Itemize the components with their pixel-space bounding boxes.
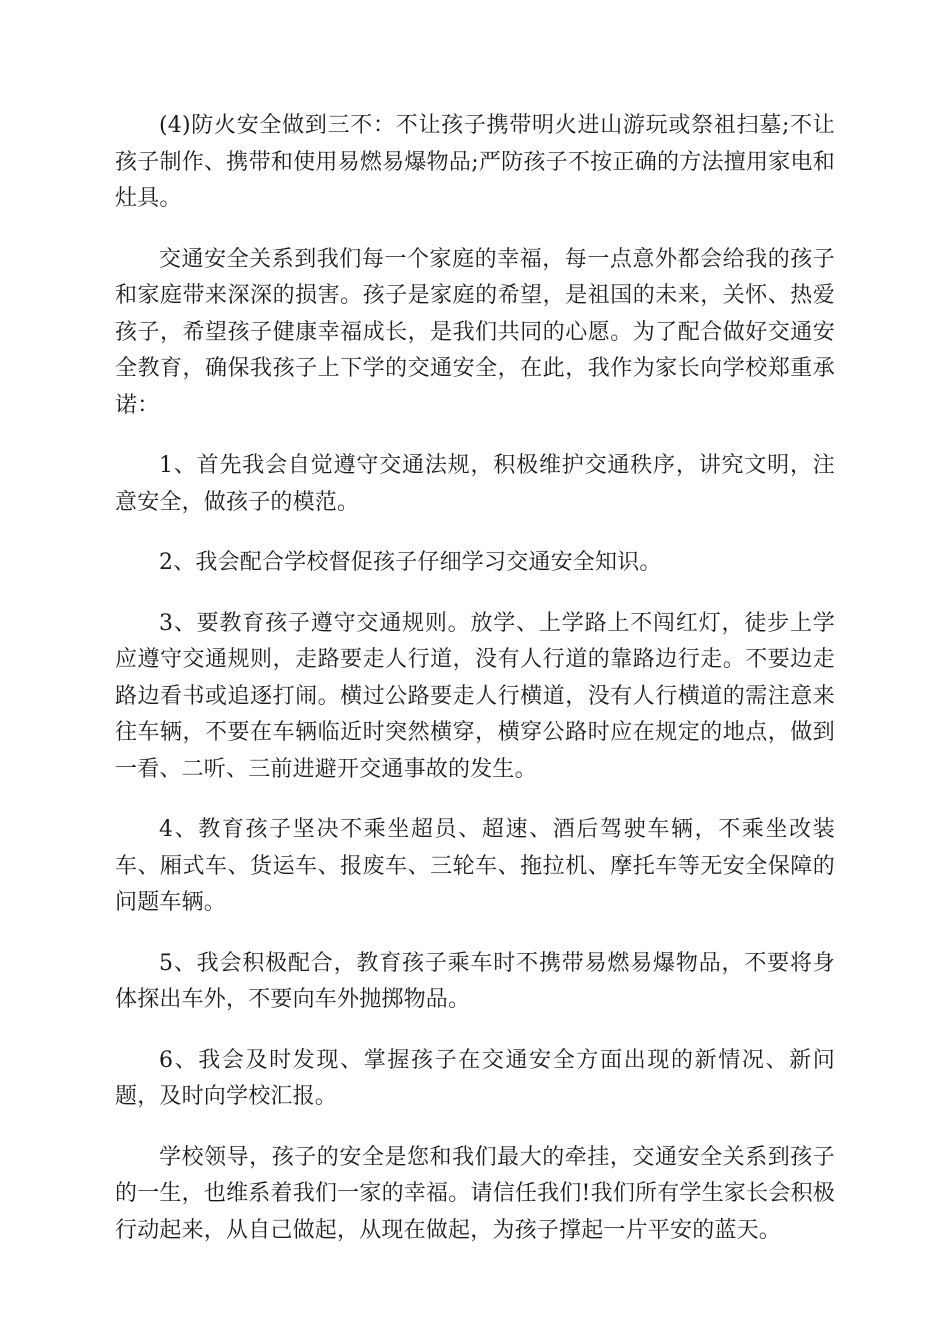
paragraph-closing: 学校领导，孩子的安全是您和我们最大的牵挂，交通安全关系到孩子的一生，也维系着我们一家的幸福。请信任我们!我们所有学生家长会积极行动起来，从自己做起，从现在做起，为孩子撑起一片平安的蓝天。: [115, 1144, 835, 1243]
paragraph-intro: 交通安全关系到我们每一个家庭的幸福，每一点意外都会给我的孩子和家庭带来深深的损害。孩子是家庭的希望，是祖国的未来，关怀、热爱孩子，希望孩子健康幸福成长，是我们共同的心愿。为了配合做好交通安全教育，确保我孩子上下学的交通安全，在此，我作为家长向学校郑重承诺：: [115, 246, 835, 418]
paragraph-item-4: 4、教育孩子坚决不乘坐超员、超速、酒后驾驶车辆，不乘坐改装车、厢式车、货运车、报废车、三轮车、拖拉机、摩托车等无安全保障的问题车辆。: [115, 817, 835, 915]
paragraph-item-2: 2、我会配合学校督促孩子仔细学习交通安全知识。: [159, 550, 662, 575]
paragraph-item-6: 6、我会及时发现、掌握孩子在交通安全方面出现的新情况、新问题，及时向学校汇报。: [115, 1047, 835, 1109]
paragraph-item-5: 5、我会积极配合，教育孩子乘车时不携带易燃易爆物品，不要将身体探出车外，不要向车外抛掷物品。: [115, 950, 835, 1012]
paragraph-item-3: 3、要教育孩子遵守交通规则。放学、上学路上不闯红灯，徒步上学应遵守交通规则，走路要走人行道，没有人行道的靠路边行走。不要边走路边看书或追逐打闹。横过公路要走人行横道，没有人行横道的需注意来往车辆，不要在车辆临近时突然横穿，横穿公路时应在规定的地点，做到一看、二听、三前进避开交通事故的发生。: [115, 610, 835, 782]
paragraph-fire-safety: (4)防火安全做到三不：不让孩子携带明火进山游玩或祭祖扫墓;不让孩子制作、携带和使用易燃易爆物品;严防孩子不按正确的方法擅用家电和灶具。: [115, 113, 835, 211]
document-body: [115, 108, 835, 1273]
paragraph-item-1: 1、首先我会自觉遵守交通法规，积极维护交通秩序，讲究文明，注意安全，做孩子的模范。: [115, 453, 835, 515]
